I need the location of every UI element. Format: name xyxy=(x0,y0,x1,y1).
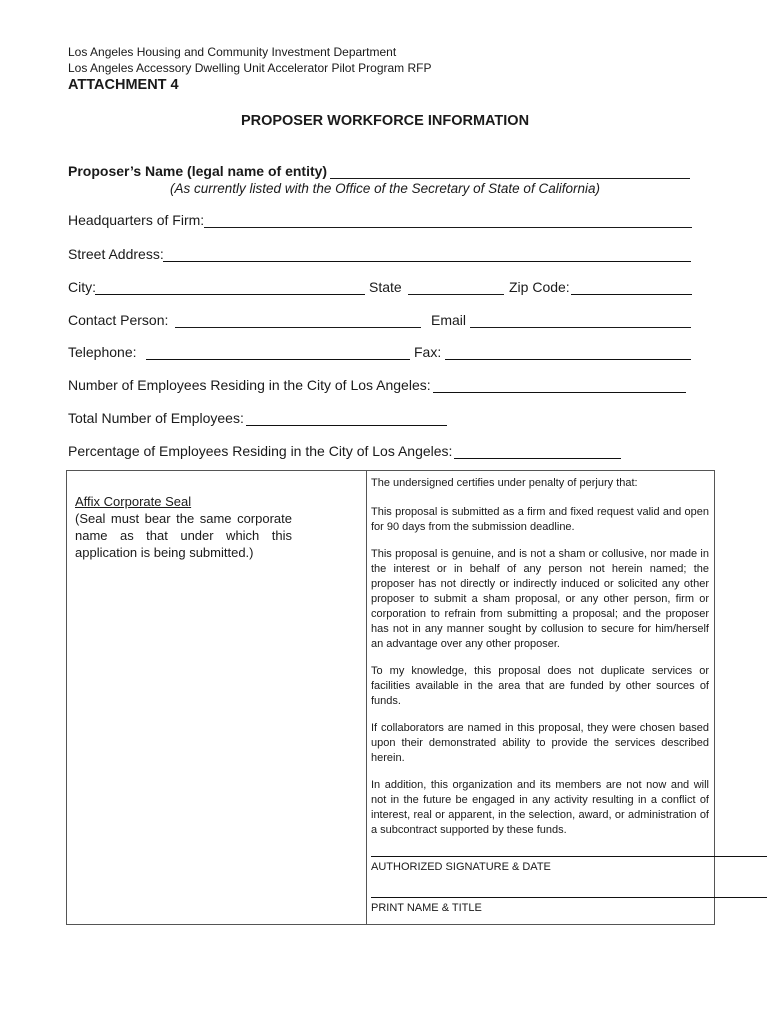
telephone-row xyxy=(68,344,692,364)
certification-paragraph-1: This proposal is submitted as a firm and fixed request valid and open for 90 days from the submission deadline. xyxy=(371,506,709,533)
fax-field[interactable] xyxy=(445,359,691,360)
percent-la-field[interactable] xyxy=(454,458,621,459)
street-field[interactable] xyxy=(163,261,691,262)
employees-la-label: Number of Employees Residing in the City of Los Angeles: xyxy=(68,377,431,393)
certification-paragraph-3: To my knowledge, this proposal does not duplicate services or facilities available in the area that are funded by other sources of funds. xyxy=(371,665,709,707)
attachment-label: ATTACHMENT 4 xyxy=(68,77,179,93)
contact-field[interactable] xyxy=(175,327,421,328)
total-employees-field[interactable] xyxy=(246,425,447,426)
contact-label: Contact Person: xyxy=(68,312,169,328)
seal-heading: Affix Corporate Seal xyxy=(75,494,192,509)
department-line: Los Angeles Housing and Community Investment Department xyxy=(68,45,397,59)
program-line: Los Angeles Accessory Dwelling Unit Accelerator Pilot Program RFP xyxy=(68,61,432,75)
certification-paragraph-2: This proposal is genuine, and is not a sham or collusive, nor made in the interest or in behalf of any person not herein named; the proposer has not directly or indirectly induced or solicited any other proposer to submit a sham proposal, or any other person, firm or corporation to refrain from submitting a proposal; and the proposer has not in any manner sought by collusion to secure for him/herself an advantage over any other proposer. xyxy=(371,548,709,650)
street-row xyxy=(68,246,692,266)
box-divider xyxy=(366,471,367,924)
state-field[interactable] xyxy=(408,294,504,295)
city-field[interactable] xyxy=(95,294,365,295)
city-row xyxy=(68,279,692,299)
city-label: City: xyxy=(68,279,96,295)
email-label: Email xyxy=(431,312,467,328)
headquarters-row xyxy=(68,212,692,232)
certification-paragraph-5: In addition, this organization and its members are not now and will not in the future be engaged in any activity resulting in a conflict of interest, real or apparent, in the selection, award, or administration of a subcontract supported by these funds. xyxy=(371,779,709,836)
total-employees-row xyxy=(68,410,692,430)
telephone-label: Telephone: xyxy=(68,344,137,360)
proposer-name-field[interactable] xyxy=(330,178,690,179)
headquarters-field[interactable] xyxy=(204,227,692,228)
zip-field[interactable] xyxy=(571,294,692,295)
print-name-label: PRINT NAME & TITLE xyxy=(371,902,482,914)
certification-paragraph-4: If collaborators are named in this proposal, they were chosen based upon their demonstrated ability to provide the services described herein. xyxy=(371,722,709,764)
signature-line[interactable] xyxy=(371,856,767,857)
employees-la-field[interactable] xyxy=(433,392,686,393)
street-label: Street Address: xyxy=(68,246,164,262)
corporate-seal-area xyxy=(75,493,292,561)
zip-label: Zip Code: xyxy=(509,279,570,295)
certification-text xyxy=(371,476,709,916)
percent-la-label: Percentage of Employees Residing in the City of Los Angeles: xyxy=(68,443,453,459)
certification-box xyxy=(66,470,715,925)
proposer-name-label: Proposer’s Name (legal name of entity) xyxy=(68,163,328,179)
email-field[interactable] xyxy=(470,327,691,328)
state-label: State xyxy=(369,279,402,295)
telephone-field[interactable] xyxy=(146,359,410,360)
seal-instructions: (Seal must bear the same corporate name as that under which this application is being submitted.) xyxy=(75,511,292,560)
fax-label: Fax: xyxy=(414,344,442,360)
proposer-name-row xyxy=(68,163,692,183)
page-title: PROPOSER WORKFORCE INFORMATION xyxy=(240,113,530,129)
proposer-name-note: (As currently listed with the Office of the Secretary of State of California) xyxy=(170,181,600,196)
certification-intro: The undersigned certifies under penalty of perjury that: xyxy=(371,477,638,489)
signature-label: AUTHORIZED SIGNATURE & DATE xyxy=(371,861,551,873)
contact-row xyxy=(68,312,692,332)
percent-la-row xyxy=(68,443,692,463)
employees-la-row xyxy=(68,377,692,397)
headquarters-label: Headquarters of Firm: xyxy=(68,212,205,228)
print-name-line[interactable] xyxy=(371,897,767,898)
total-employees-label: Total Number of Employees: xyxy=(68,410,244,426)
